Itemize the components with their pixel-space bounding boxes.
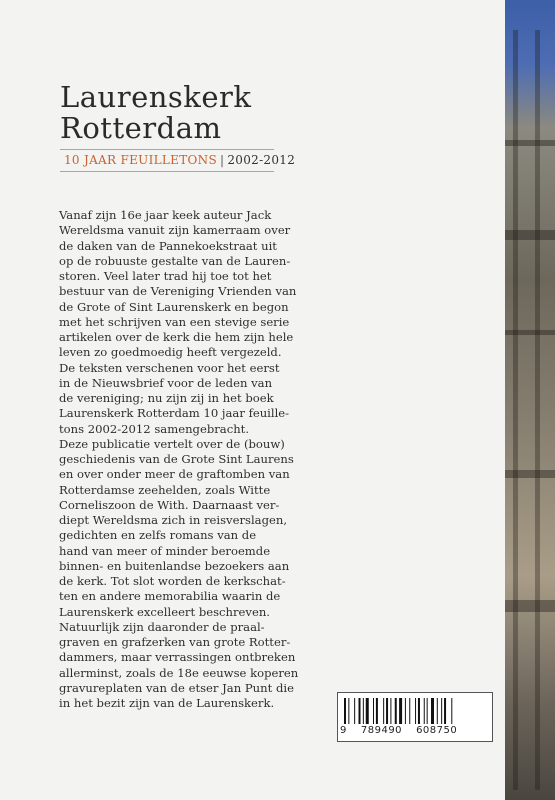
blurb-line: Wereldsma vanuit zijn kamerraam over [59,223,291,238]
blurb-line: storen. Veel later trad hij toe tot het [59,269,272,283]
barcode-bar [424,698,425,724]
title-line-1: Laurenskerk [60,80,252,114]
barcode-bar [427,698,428,724]
blurb-line: binnen- en buitenlandse bezoekers aan [59,558,290,573]
blurb-line: tons 2002-2012 samengebracht. [59,421,250,436]
blurb-line: Laurenskerk excelleert beschreven. [59,604,270,619]
subtitle-separator: | [219,153,225,167]
barcode-bar [415,698,416,724]
isbn-digit-first: 9 [340,725,347,736]
cover-photo-strip [505,0,555,800]
blurb-line: geschiedenis van de Grote Sint Laurens [59,452,294,466]
blurb-line: de Grote of Sint Laurenskerk en begon [59,299,289,314]
blurb-line: Rotterdamse zeehelden, zoals Witte [59,482,271,497]
blurb-line: leven zo goedmoedig heeft vergezeld. [59,345,282,360]
blurb-line: de vereniging; nu zijn zij in het boek [59,391,274,405]
blurb-line: en over onder meer de graftomben van [59,467,290,482]
blurb-line: met het schrijven van een stevige serie [59,314,290,329]
barcode-bar [376,698,378,724]
subtitle-label: 10 JAAR FEUILLETONS [64,153,217,167]
blurb-line: gedichten en zelfs romans van de [59,528,257,543]
barcode-bar [386,698,388,724]
barcode-bar [354,698,355,724]
blurb-line: de daken van de Pannekoekstraat uit [59,238,277,253]
barcode-bar [366,698,369,724]
rule-top [60,149,274,150]
barcode-bar [437,698,438,724]
barcode-bar [399,698,402,724]
barcode-bar [363,698,364,724]
blurb-line: diept Wereldsma zich in reisverslagen, [59,513,288,527]
barcode-bar [451,698,452,724]
blurb-line: artikelen over de kerk die hem zijn hele [59,330,294,344]
barcode-bar [441,698,442,724]
rule-bottom [60,171,274,172]
blurb-line: Deze publicatie vertelt over de (bouw) [59,436,285,451]
barcode-bar [383,698,384,724]
barcode-bar [390,698,391,724]
isbn-number [340,725,471,736]
blurb-line: bestuur van de Vereniging Vrienden van [59,284,297,299]
barcode-bars [344,698,486,724]
barcode-bar [431,698,434,724]
blurb-line: in het bezit zijn van de Laurenskerk. [59,696,275,710]
blurb-line: graven en grafzerken van grote Rotter- [59,635,291,649]
subtitle [64,153,295,167]
isbn-group-2: 608750 [416,725,458,736]
blurb-line: in de Nieuwsbrief voor de leden van [59,375,273,390]
blurb-text [59,208,299,711]
blurb-line: gravureplaten van de etser Jan Punt die [59,680,294,695]
blurb-line: Natuurlijk zijn daaronder de praal- [59,619,265,634]
title-line-2: Rotterdam [60,111,222,145]
barcode-bar [344,698,346,724]
blurb-line: op de robuuste gestalte van de Lauren- [59,253,291,268]
barcode-bar [409,698,410,724]
subtitle-years: 2002-2012 [227,153,296,167]
barcode-bar [418,698,420,724]
blurb-line: allerminst, zoals de 18e eeuwse koperen [59,665,299,680]
blurb-line: hand van meer of minder beroemde [59,543,271,558]
isbn-group-1: 789490 [360,725,403,736]
barcode-bar [373,698,374,724]
blurb-line: dammers, maar verrassingen ontbreken [59,650,296,665]
barcode-bar [444,698,446,724]
blurb-line: de kerk. Tot slot worden de kerkschat- [59,574,286,588]
blurb-line: Laurenskerk Rotterdam 10 jaar feuille- [59,406,290,421]
blurb-line: ten en andere memorabilia waarin de [59,589,281,604]
blurb-line: De teksten verschenen voor het eerst [59,360,280,375]
barcode-bar [348,698,349,724]
blurb-line: Vanaf zijn 16e jaar keek auteur Jack [59,208,272,222]
barcode-bar [359,698,361,724]
blurb-line: Corneliszoon de With. Daarnaast ver- [59,497,280,512]
barcode-bar [405,698,406,724]
barcode-bar [395,698,397,724]
